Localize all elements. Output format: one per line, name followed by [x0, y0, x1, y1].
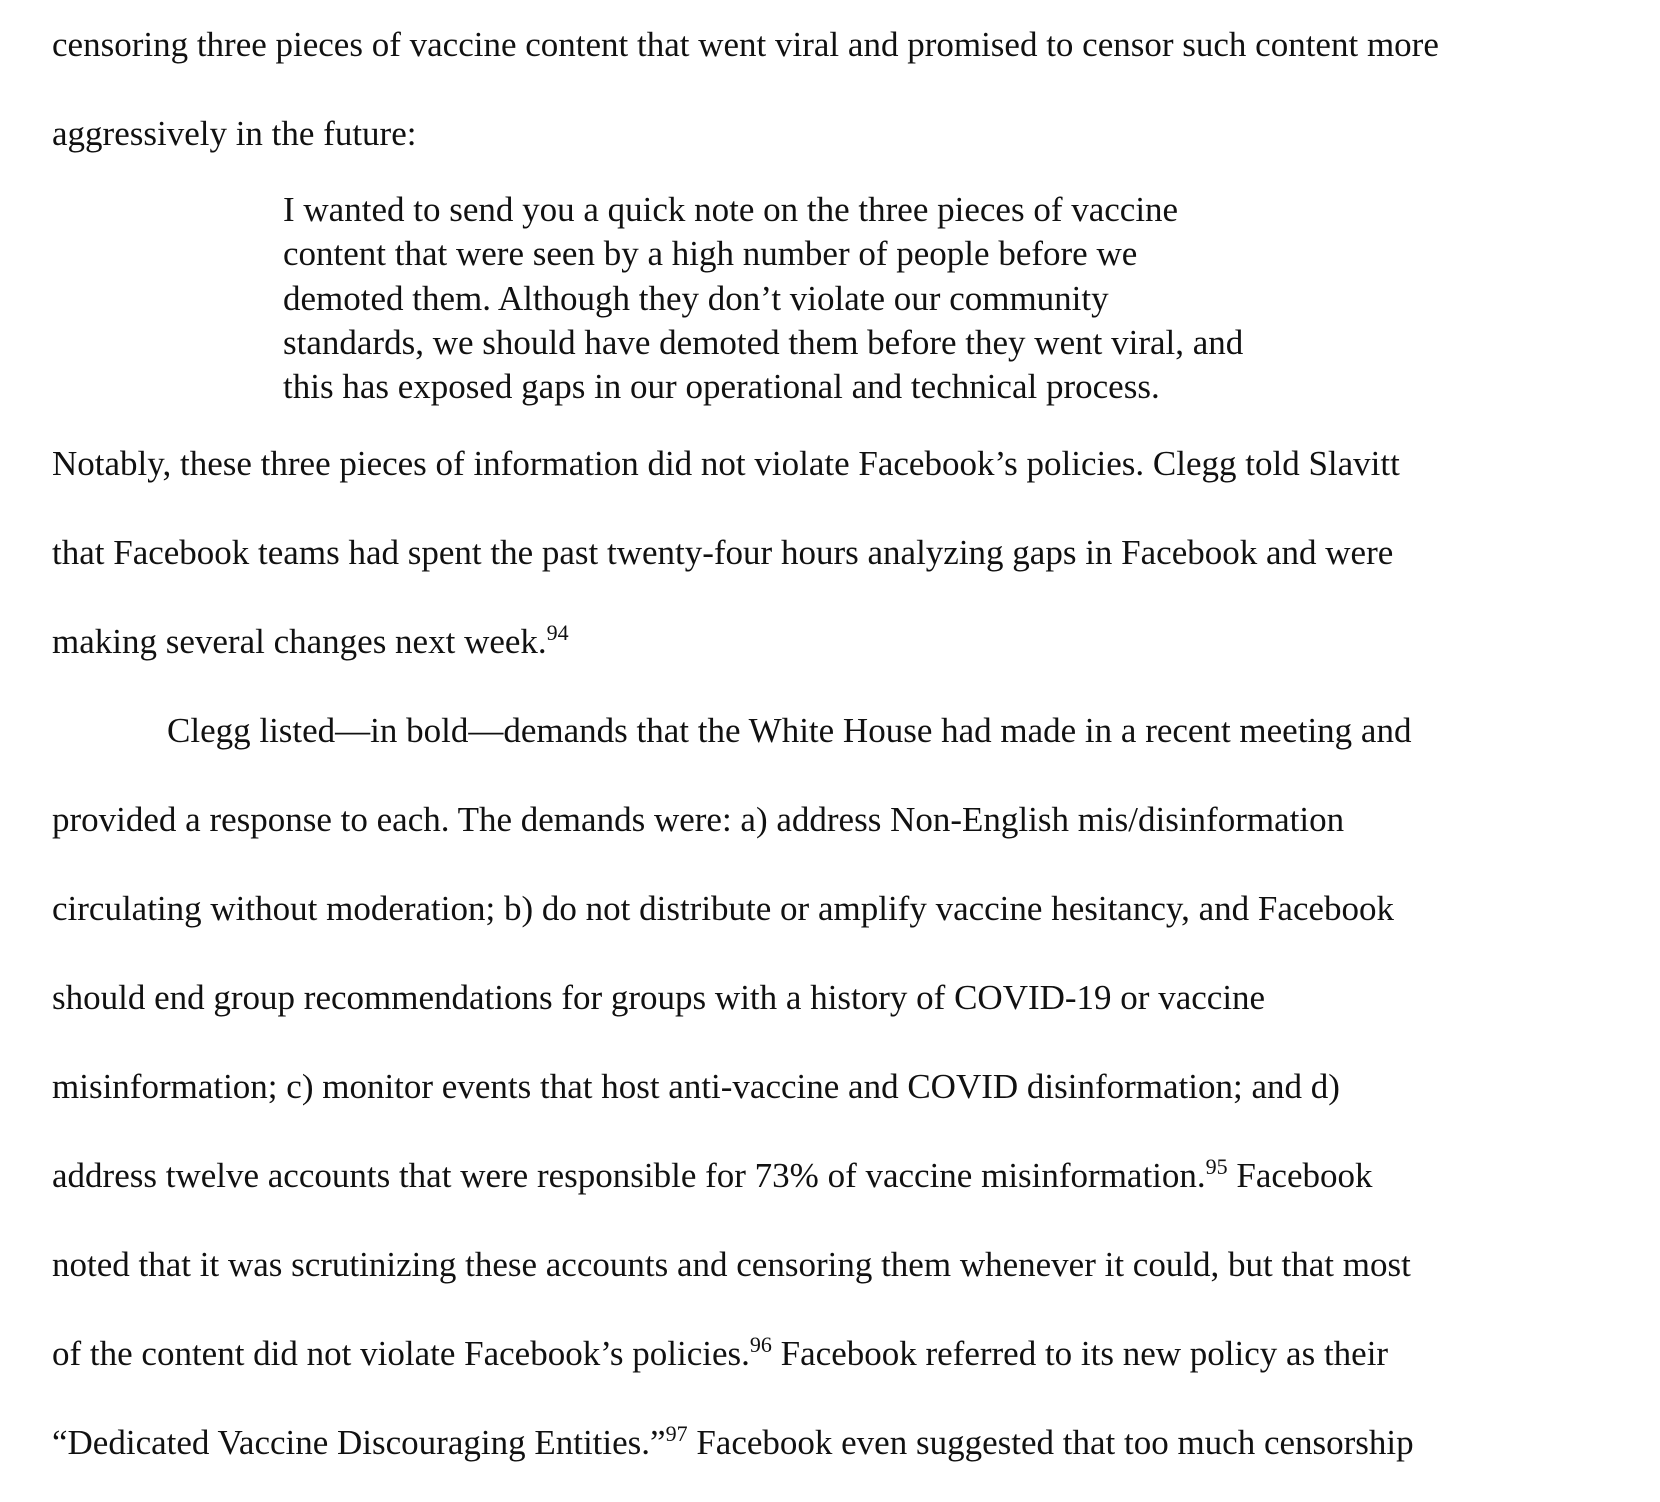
- text-line: that Facebook teams had spent the past twenty-four hours analyzing gaps in Facebook and were: [52, 533, 1394, 573]
- footnote-ref-94: 94: [546, 620, 569, 646]
- footnote-ref-95: 95: [1205, 1154, 1228, 1180]
- text-line: censoring three pieces of vaccine content that went viral and promised to censor such content more: [52, 25, 1439, 64]
- text-line: “Dedicated Vaccine Discouraging Entities.”: [52, 1423, 666, 1463]
- text-line: of the content did not violate Facebook’s policies.: [52, 1334, 750, 1374]
- text-line: Facebook: [1227, 1156, 1373, 1196]
- footnote-ref-96: 96: [749, 1332, 772, 1358]
- quote-line: standards, we should have demoted them before they went viral, and: [283, 322, 1244, 362]
- quote-line: content that were seen by a high number of people before we: [283, 234, 1138, 274]
- footnote-ref-97: 97: [665, 1421, 688, 1447]
- text-line: aggressively in the future:: [52, 114, 417, 153]
- paragraph-intro: [52, 0, 1560, 178]
- quote-line: I wanted to send you a quick note on the three pieces of vaccine: [283, 190, 1179, 229]
- quote-line: demoted them. Although they don’t violate our community: [283, 278, 1109, 318]
- block-quote: [283, 188, 1327, 409]
- text-line: address twelve accounts that were responsible for 73% of vaccine misinformation.: [52, 1156, 1206, 1196]
- quote-line: this has exposed gaps in our operational and technical process.: [283, 367, 1160, 407]
- text-line: should end group recommendations for groups with a history of COVID-19 or vaccine: [52, 978, 1266, 1018]
- text-line: noted that it was scrutinizing these accounts and censoring them whenever it could, but that most: [52, 1245, 1411, 1285]
- document-page: [52, 0, 1560, 1487]
- text-line: Notably, these three pieces of information did not violate Facebook’s policies. Clegg told Slavitt: [52, 444, 1400, 484]
- text-line: provided a response to each. The demands were: a) address Non-English mis/disinformation: [52, 800, 1345, 840]
- paragraph-notably: [52, 419, 1560, 686]
- text-line: misinformation; c) monitor events that host anti-vaccine and COVID disinformation; and d): [52, 1067, 1340, 1107]
- text-line: making several changes next week.: [52, 622, 547, 662]
- text-line: Clegg listed—in bold—demands that the White House had made in a recent meeting and: [167, 711, 1412, 751]
- text-line: circulating without moderation; b) do not distribute or amplify vaccine hesitancy, and Facebook: [52, 889, 1394, 929]
- text-line: Facebook even suggested that too much censorship: [687, 1423, 1414, 1463]
- paragraph-clegg-demands: [52, 686, 1560, 1487]
- text-line: Facebook referred to its new policy as their: [771, 1334, 1389, 1374]
